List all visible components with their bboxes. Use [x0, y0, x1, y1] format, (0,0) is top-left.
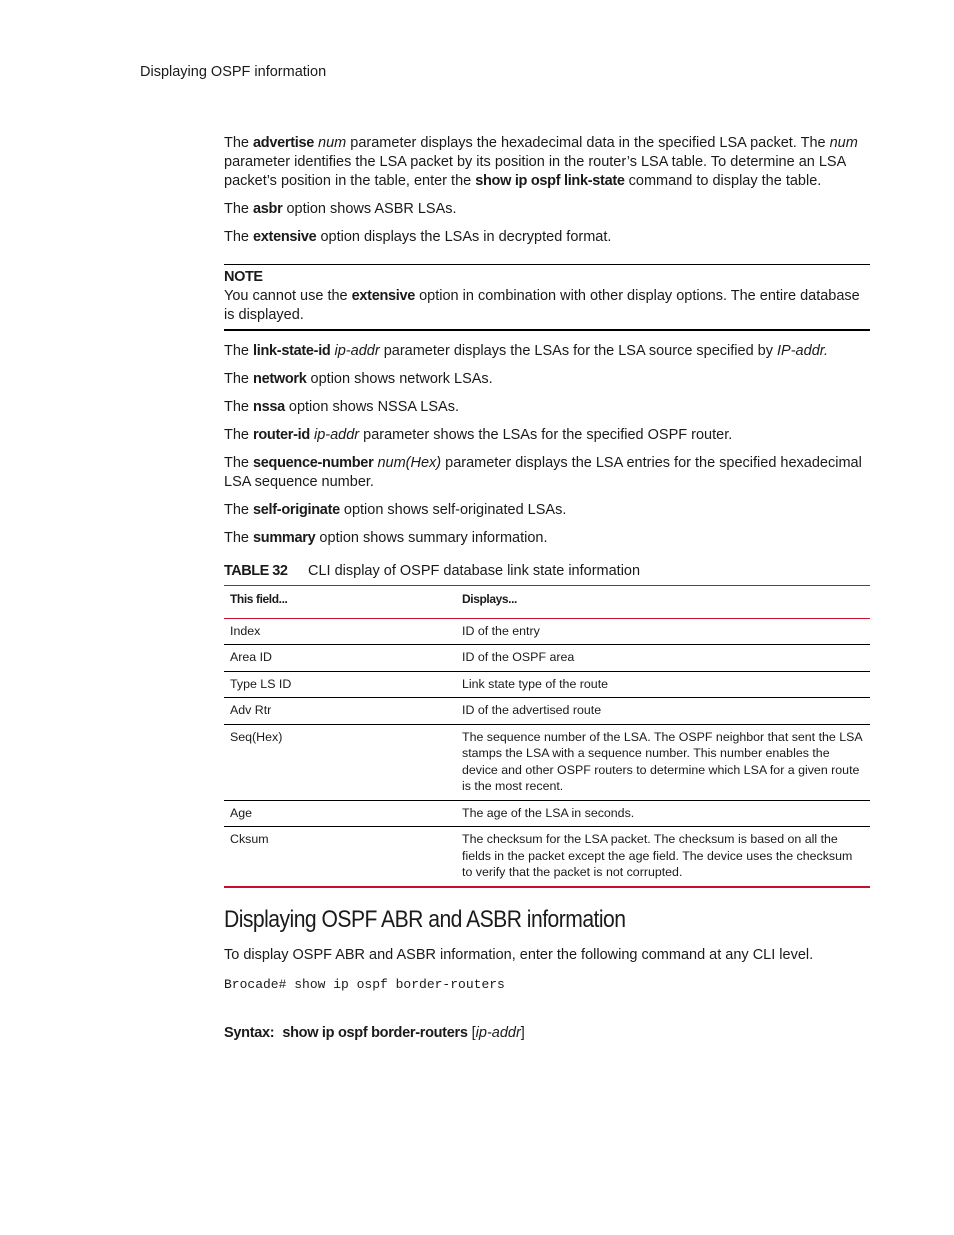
- table-caption: [224, 562, 870, 581]
- keyword-advertise: advertise: [253, 135, 314, 151]
- description-cell: ID of the OSPF area: [456, 645, 870, 672]
- param-ip-addr: IP-addr.: [777, 343, 829, 359]
- note-heading: NOTE: [224, 269, 263, 285]
- text: option shows NSSA LSAs.: [284, 399, 459, 415]
- paragraph-advertise: [224, 134, 870, 191]
- field-cell: Area ID: [224, 645, 456, 672]
- keyword-summary: summary: [253, 530, 316, 546]
- param-ip-addr: ip-addr: [309, 427, 360, 443]
- section-heading: Displaying OSPF ABR and ASBR information: [224, 905, 626, 933]
- table-row: [224, 645, 870, 672]
- text: option shows self-originated LSAs.: [339, 502, 567, 518]
- text: The: [224, 427, 254, 443]
- table-row: [224, 671, 870, 698]
- keyword-self-originate: self-originate: [253, 502, 340, 518]
- table-header-row: [224, 586, 870, 619]
- description-cell: ID of the advertised route: [456, 698, 870, 725]
- keyword-extensive: extensive: [253, 229, 317, 245]
- text: The: [224, 343, 254, 359]
- page-content: [224, 134, 870, 1043]
- paragraph-router-id: [224, 426, 870, 445]
- section-intro: To display OSPF ABR and ASBR information, enter the following command at any CLI level.: [224, 946, 814, 963]
- paragraph-nssa: [224, 398, 870, 417]
- paragraph-asbr: [224, 200, 870, 219]
- text: option shows network LSAs.: [306, 371, 493, 387]
- param-num: num: [314, 135, 347, 151]
- keyword-asbr: asbr: [253, 201, 283, 217]
- column-header-field: This field...: [224, 586, 456, 619]
- text: option shows ASBR LSAs.: [282, 201, 457, 217]
- text: The: [224, 399, 254, 415]
- note-box: [224, 264, 870, 331]
- keyword-network: network: [253, 371, 307, 387]
- description-cell: The sequence number of the LSA. The OSPF neighbor that sent the LSA stamps the LSA with a sequence number. This number enables the device and other OSPF routers to determine which LSA for a given route is the most recent.: [456, 724, 870, 800]
- table-row: [224, 800, 870, 827]
- description-cell: Link state type of the route: [456, 671, 870, 698]
- text: The: [224, 229, 254, 245]
- text: option shows summary information.: [315, 530, 548, 546]
- paragraph-sequence-number: [224, 454, 870, 492]
- field-cell: Index: [224, 618, 456, 645]
- paragraph-extensive: [224, 228, 870, 247]
- param-ip-addr: ip-addr: [330, 343, 380, 359]
- keyword-sequence-number: sequence-number: [253, 455, 374, 471]
- running-head: Displaying OSPF information: [140, 64, 327, 80]
- syntax-bracket: ]: [520, 1024, 525, 1041]
- column-header-displays: Displays...: [456, 586, 870, 619]
- table-row: [224, 618, 870, 645]
- code-example: Brocade# show ip ospf border-routers: [224, 976, 505, 992]
- field-cell: Type LS ID: [224, 671, 456, 698]
- table-row: [224, 698, 870, 725]
- table-row: [224, 724, 870, 800]
- text: option in combination with other display options. The entire database is displayed.: [224, 288, 860, 323]
- syntax-label: Syntax:: [224, 1024, 275, 1041]
- keyword-router-id: router-id: [253, 427, 310, 443]
- text: parameter shows the LSAs for the specified OSPF router.: [359, 427, 733, 443]
- text: parameter displays the LSA entries for the specified hexadecimal LSA sequence number.: [224, 455, 862, 490]
- syntax-command: show ip ospf border-routers: [282, 1024, 468, 1041]
- keyword-link-state-id: link-state-id: [253, 343, 331, 359]
- text: The: [224, 530, 254, 546]
- text: The: [224, 455, 254, 471]
- syntax-line: [224, 1024, 870, 1043]
- text: You cannot use the: [224, 288, 352, 304]
- paragraph-network: [224, 370, 870, 389]
- keyword-nssa: nssa: [253, 399, 285, 415]
- text: parameter identifies the LSA packet by its position in the router’s LSA table. To determine an LSA packet’s position in the table, enter the: [224, 154, 846, 189]
- table-title: CLI display of OSPF database link state information: [308, 563, 641, 579]
- param-num: num: [829, 135, 858, 151]
- paragraph-self-originate: [224, 501, 870, 520]
- table-row: [224, 827, 870, 887]
- paragraph-summary: [224, 529, 870, 548]
- text: option displays the LSAs in decrypted format.: [316, 229, 612, 245]
- field-cell: Seq(Hex): [224, 724, 456, 800]
- text: command to display the table.: [624, 173, 822, 189]
- text: The: [224, 135, 254, 151]
- param-num-hex: num(Hex): [373, 455, 442, 471]
- keyword-extensive: extensive: [351, 288, 416, 304]
- text: parameter displays the LSAs for the LSA source specified by: [379, 343, 778, 359]
- text: The: [224, 371, 254, 387]
- field-cell: Age: [224, 800, 456, 827]
- field-cell: Adv Rtr: [224, 698, 456, 725]
- lsa-fields-table: [224, 585, 870, 888]
- paragraph-link-state-id: [224, 342, 870, 361]
- field-cell: Cksum: [224, 827, 456, 887]
- table-number: TABLE 32: [224, 563, 288, 579]
- syntax-param: ip-addr: [475, 1024, 521, 1041]
- description-cell: The checksum for the LSA packet. The checksum is based on all the fields in the packet except the age field. The device uses the checksum to verify that the packet is not corrupted.: [456, 827, 870, 887]
- text: The: [224, 502, 254, 518]
- description-cell: ID of the entry: [456, 618, 870, 645]
- text: parameter displays the hexadecimal data in the specified LSA packet. The: [346, 135, 830, 151]
- description-cell: The age of the LSA in seconds.: [456, 800, 870, 827]
- keyword-show-link-state: show ip ospf link-state: [475, 173, 625, 189]
- syntax-bracket: [: [467, 1024, 476, 1041]
- text: The: [224, 201, 254, 217]
